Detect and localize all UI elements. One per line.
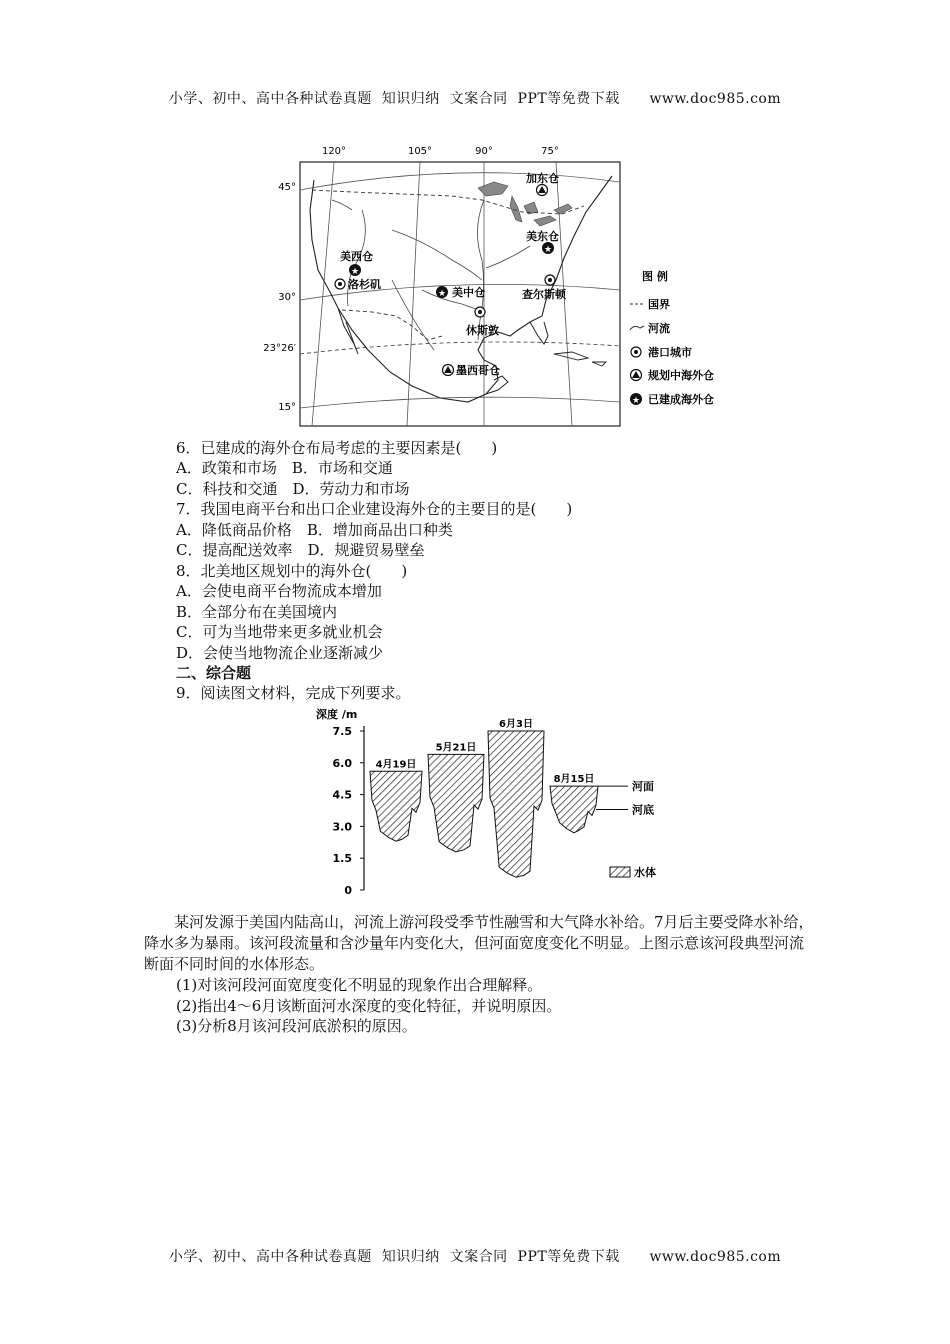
place-moxige: 墨西哥仓 bbox=[456, 364, 500, 377]
svg-text:★: ★ bbox=[350, 267, 360, 277]
water-body-section bbox=[550, 786, 598, 833]
question-8-option-a: A．会使电商平台物流成本增加 bbox=[176, 582, 382, 600]
legend-border: 国界 bbox=[648, 298, 670, 311]
page-header: 小学、初中、高中各种试卷真题 知识归纳 文案合同 PPT等免费下载 www.doc985.com bbox=[168, 91, 782, 107]
question-7: 7．我国电商平台和出口企业建设海外仓的主要目的是( ) bbox=[176, 500, 573, 518]
passage bbox=[144, 912, 814, 975]
place-chaerston: 查尔斯顿 bbox=[522, 288, 566, 301]
legend-title: 图 例 bbox=[642, 270, 668, 283]
y-tick-label: 1.5 bbox=[332, 852, 352, 866]
lon-label-75: 75° bbox=[541, 146, 559, 157]
planned-warehouse-icon bbox=[443, 365, 454, 376]
lat-label-15: 15° bbox=[278, 402, 296, 413]
lon-label-105: 105° bbox=[407, 146, 433, 157]
place-meizhong: 美中仓 bbox=[452, 286, 485, 299]
water-body-section bbox=[370, 771, 422, 841]
place-xiusidun: 休斯敦 bbox=[466, 324, 499, 337]
lat-label-30: 30° bbox=[278, 292, 296, 303]
question-8: 8．北美地区规划中的海外仓( ) bbox=[176, 562, 408, 580]
bottom-label: 河底 bbox=[632, 803, 654, 817]
question-6-options-cd: C．科技和交通 D．劳动力和市场 bbox=[176, 480, 410, 498]
question-7-options-cd: C．提高配送效率 D．规避贸易壁垒 bbox=[176, 541, 425, 559]
legend-river: 河流 bbox=[648, 322, 670, 335]
y-tick-label: 4.5 bbox=[332, 788, 352, 802]
water-body-section bbox=[488, 731, 544, 877]
y-tick-label: 3.0 bbox=[332, 820, 352, 834]
surface-label: 河面 bbox=[632, 780, 654, 794]
planned-warehouse-icon bbox=[537, 185, 548, 196]
lon-label-120: 120° bbox=[321, 146, 347, 157]
date-label: 6月3日 bbox=[499, 719, 533, 730]
y-tick-label: 0 bbox=[344, 884, 352, 897]
date-label: 5月21日 bbox=[435, 742, 477, 754]
question-7-options-ab: A．降低商品价格 B．增加商品出口种类 bbox=[176, 521, 453, 539]
svg-text:★: ★ bbox=[631, 396, 641, 406]
lat-label-45: 45° bbox=[278, 182, 296, 193]
legend-water: 水体 bbox=[634, 866, 656, 879]
place-jiadong: 加东仓 bbox=[526, 172, 559, 185]
subquestion-1: (1)对该河段河面宽度变化不明显的现象作出合理解释。 bbox=[176, 976, 543, 994]
north-america-map bbox=[263, 140, 752, 432]
date-label: 4月19日 bbox=[375, 759, 417, 771]
question-8-option-b: B．全部分布在美国境内 bbox=[176, 603, 338, 621]
subquestion-3: (3)分析8月该河段河底淤积的原因。 bbox=[176, 1017, 417, 1035]
lat-label-23-26: 23°26′ bbox=[263, 343, 296, 354]
question-9: 9．阅读图文材料，完成下列要求。 bbox=[176, 684, 411, 702]
chart-ylabel: 深度 /m bbox=[316, 708, 358, 721]
subquestion-2: (2)指出4～6月该断面河水深度的变化特征，并说明原因。 bbox=[176, 997, 562, 1015]
question-6: 6．已建成的海外仓布局考虑的主要因素是( ) bbox=[176, 439, 498, 457]
place-luoshanji: 洛杉矶 bbox=[348, 278, 381, 291]
place-meidong: 美东仓 bbox=[526, 230, 559, 243]
water-body-section bbox=[428, 754, 484, 852]
section-heading: 二、综合题 bbox=[176, 664, 252, 682]
legend-built: 已建成海外仓 bbox=[648, 393, 714, 406]
legend-planned: 规划中海外仓 bbox=[648, 369, 714, 382]
map-legend bbox=[630, 269, 714, 406]
lon-label-90: 90° bbox=[475, 146, 493, 157]
legend-port: 港口城市 bbox=[648, 346, 692, 359]
question-8-option-c: C．可为当地带来更多就业机会 bbox=[176, 623, 383, 641]
question-6-options-ab: A．政策和市场 B．市场和交通 bbox=[176, 459, 393, 477]
water-legend-swatch bbox=[610, 867, 630, 877]
svg-text:★: ★ bbox=[543, 245, 553, 255]
place-meixi: 美西仓 bbox=[340, 250, 373, 263]
question-8-option-d: D．会使当地物流企业逐渐减少 bbox=[176, 644, 384, 662]
y-tick-label: 6.0 bbox=[332, 756, 352, 770]
port-city-icon bbox=[545, 275, 555, 285]
date-label: 8月15日 bbox=[553, 774, 595, 786]
port-city-icon bbox=[335, 279, 345, 289]
page-footer: 小学、初中、高中各种试卷真题 知识归纳 文案合同 PPT等免费下载 www.doc985.com bbox=[168, 1249, 782, 1265]
port-city-icon bbox=[475, 307, 485, 317]
y-tick-label: 7.5 bbox=[332, 725, 352, 738]
passage-text: 某河发源于美国内陆高山，河流上游河段受季节性融雪和大气降水补给。7月后主要受降水补给，降水多为暴雨。该河段流量和含沙量年内变化大，但河面宽度变化不明显。上图示意该河段典型河流断面不同时间的水体形态。 bbox=[144, 913, 814, 973]
svg-text:★: ★ bbox=[437, 289, 447, 299]
river-section-chart bbox=[300, 704, 680, 900]
